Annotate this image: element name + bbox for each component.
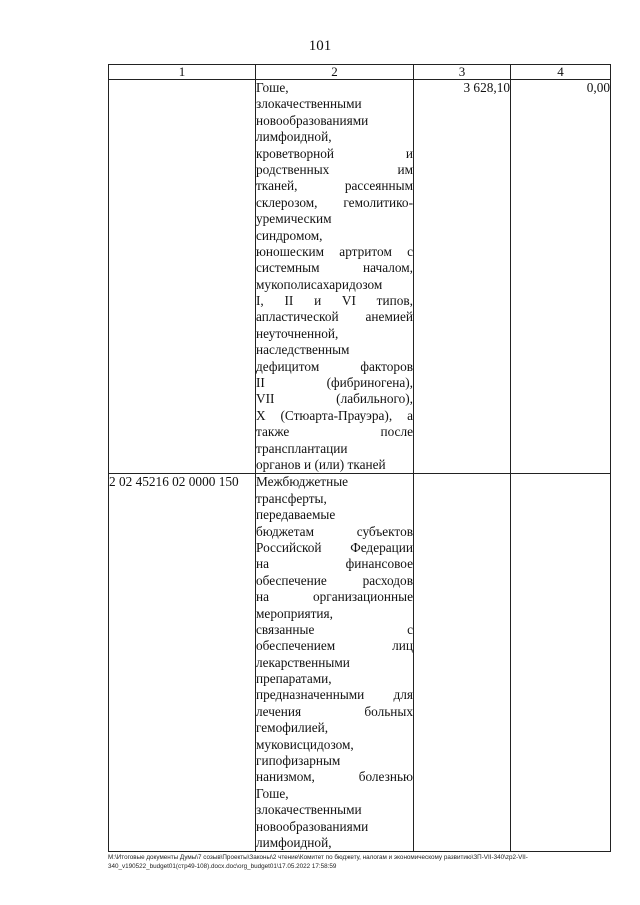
description-line: трансплантации <box>256 440 348 456</box>
page-number: 101 <box>308 38 332 54</box>
description-line: I, II и VI типов, <box>256 293 413 309</box>
description-line: органов и (или) тканей <box>256 456 386 472</box>
amount-cell-col3 <box>414 474 511 852</box>
description-line: злокачественными <box>256 96 362 112</box>
description-line: муковисцидозом, <box>256 736 354 752</box>
description-line: системным началом, <box>256 260 413 276</box>
description-line: Гоше, <box>256 80 289 95</box>
description-line: новообразованиями <box>256 112 369 128</box>
description-line: II (фибриногена), <box>256 375 413 391</box>
description-line: нанизмом, болезнью <box>256 769 413 785</box>
description-line: тканей, рассеянным <box>256 178 413 194</box>
amount-cell-col3: 3 628,10 <box>414 80 511 474</box>
header-cell-2: 2 <box>256 65 414 80</box>
budget-code-cell <box>109 80 256 474</box>
description-line: синдромом, <box>256 227 323 243</box>
description-cell <box>256 474 414 852</box>
description-line: обеспечение расходов <box>256 572 413 588</box>
description-line: бюджетам субъектов <box>256 523 413 539</box>
description-line: связанные с <box>256 621 413 637</box>
description-line: передаваемые <box>256 507 336 523</box>
description-line: VII (лабильного), <box>256 391 413 407</box>
file-path-footer <box>108 853 614 871</box>
description-line: Межбюджетные <box>256 474 349 490</box>
description-line: апластической анемией <box>256 309 413 325</box>
header-cell-1: 1 <box>109 65 256 80</box>
description-line: гемофилией, <box>256 720 329 736</box>
description-line: склерозом, гемолитико- <box>256 194 413 210</box>
description-line: дефицитом факторов <box>256 358 413 374</box>
description-line: неуточненной, <box>256 325 339 341</box>
description-line: на финансовое <box>256 556 413 572</box>
description-line: лечения больных <box>256 703 413 719</box>
description-line: лекарственными <box>256 654 350 670</box>
budget-code-cell: 2 02 45216 02 0000 150 <box>109 474 256 852</box>
description-line: трансферты, <box>256 490 327 506</box>
amount-cell-col4: 0,00 <box>511 80 611 474</box>
budget-table <box>108 64 611 852</box>
description-line: Российской Федерации <box>256 539 413 555</box>
amount-cell-col4 <box>511 474 611 852</box>
description-line: X (Стюарта-Прауэра), а <box>256 407 413 423</box>
description-line: родственных им <box>256 161 413 177</box>
footer-line: 340_v190522_budget01(стр49-108).docx.doc\org_budget01\17.05.2022 17:58:59 <box>108 863 337 870</box>
header-cell-3: 3 <box>414 65 511 80</box>
description-line: Гоше, <box>256 785 289 801</box>
description-line: на организационные <box>256 589 413 605</box>
footer-line: M:\Итоговые документы Думы\7 созыв\Проекты\Законы\2 чтение\Комитет по бюджету, налогам и экономическому развитию\ЗП-VII-340\zp2-VII- <box>108 854 528 861</box>
description-line: мукополисахаридозом <box>256 276 383 292</box>
description-line: наследственным <box>256 342 350 358</box>
description-line: юношеским артритом с <box>256 243 413 259</box>
description-line: предназначенными для <box>256 687 413 703</box>
description-line: мероприятия, <box>256 605 333 621</box>
description-line: гипофизарным <box>256 753 341 769</box>
description-line: обеспечением лиц <box>256 638 413 654</box>
description-line: лимфоидной, <box>256 834 332 850</box>
description-line: также после <box>256 424 413 440</box>
table-row <box>109 80 611 474</box>
description-line: уремическим <box>256 211 332 227</box>
description-line: злокачественными <box>256 802 362 818</box>
table-header-row <box>109 65 611 80</box>
description-line: кроветворной и <box>256 145 413 161</box>
description-line: новообразованиями <box>256 818 369 834</box>
header-cell-4: 4 <box>511 65 611 80</box>
description-line: препаратами, <box>256 671 332 687</box>
table-row <box>109 474 611 852</box>
description-line: лимфоидной, <box>256 129 332 145</box>
description-cell <box>256 80 414 474</box>
